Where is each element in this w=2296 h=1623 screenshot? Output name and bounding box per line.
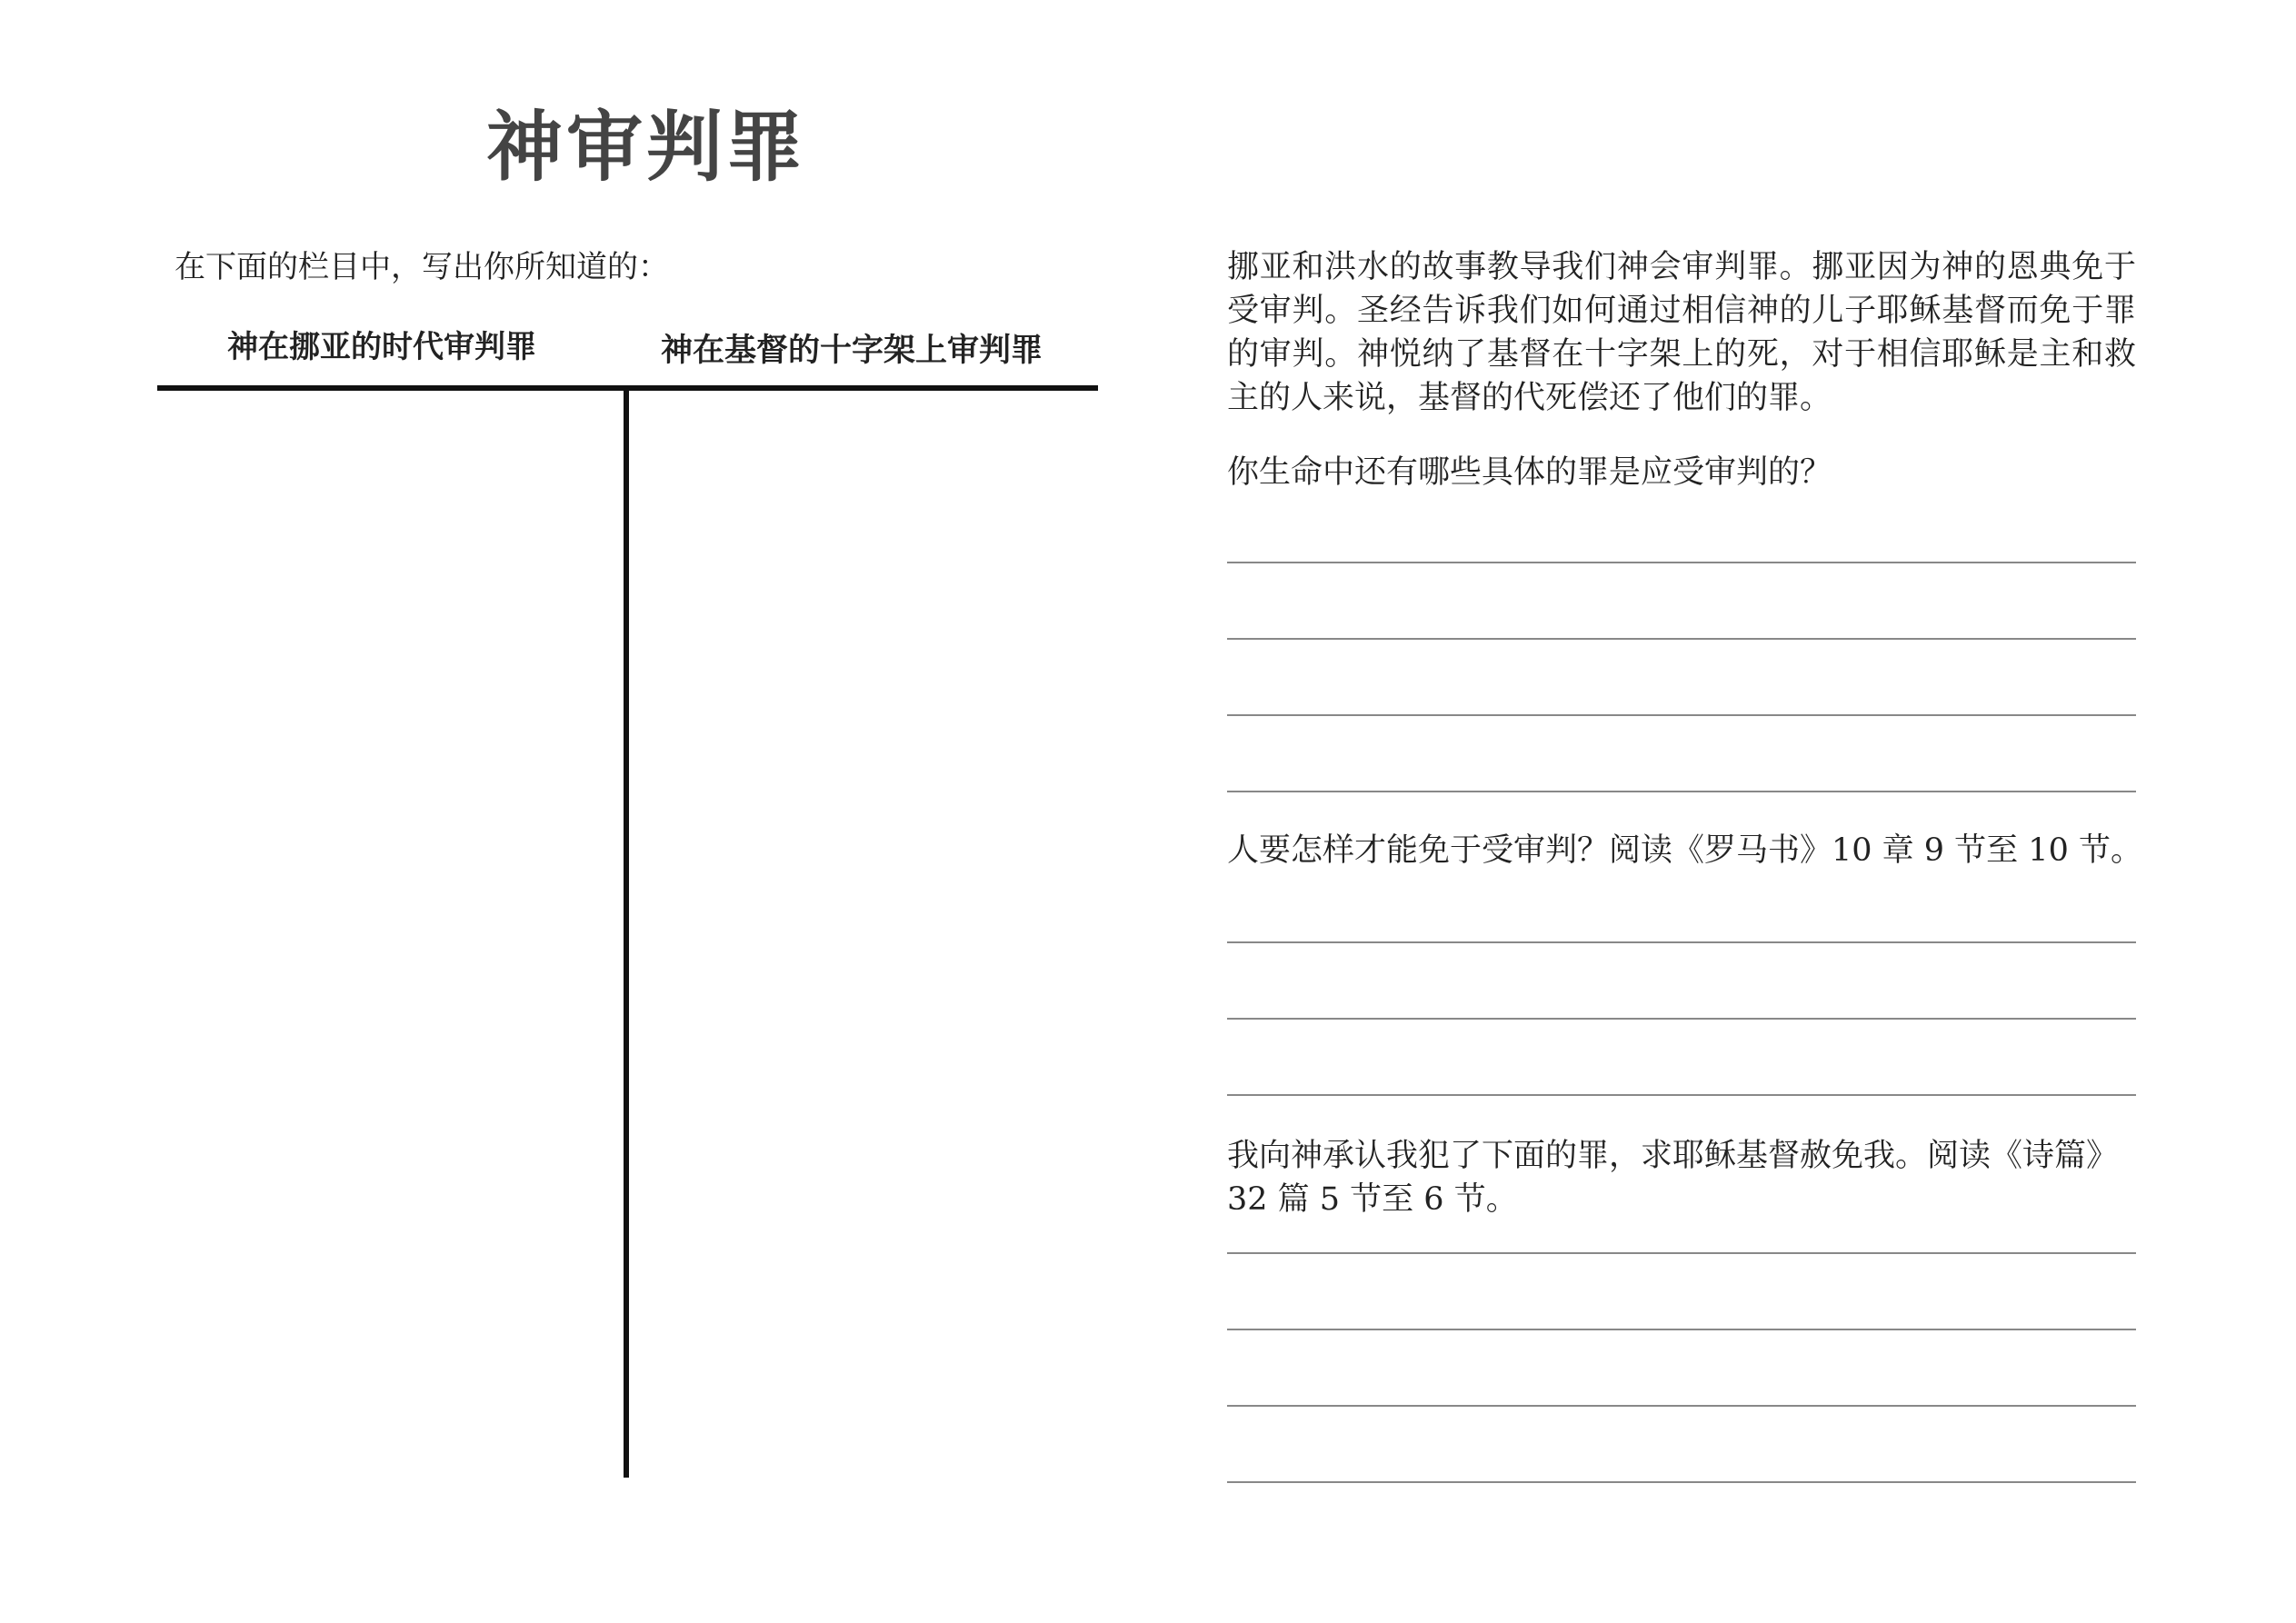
instruction-text: 在下面的栏目中，写出你所知道的： bbox=[175, 249, 669, 285]
page-title: 神审判罪 bbox=[486, 103, 807, 192]
answer-line[interactable] bbox=[1227, 1329, 2136, 1330]
question-escape-judgment: 人要怎样才能免于受审判？阅读《罗马书》10 章 9 节至 10 节。 bbox=[1227, 832, 2142, 869]
answer-line[interactable] bbox=[1227, 1018, 2136, 1020]
answer-line[interactable] bbox=[1227, 714, 2136, 716]
column-header-cross: 神在基督的十字架上审判罪 bbox=[661, 332, 1043, 369]
answer-line[interactable] bbox=[1227, 1481, 2136, 1483]
answer-line[interactable] bbox=[1227, 562, 2136, 563]
intro-paragraph: 挪亚和洪水的故事教导我们神会审判罪。挪亚因为神的恩典免于受审判。圣经告诉我们如何通过相信神的儿子耶稣基督而免于罪的审判。神悦纳了基督在十字架上的死，对于相信耶稣是主和救主的人来说，基督的代死偿还了他们的罪。 bbox=[1227, 249, 2136, 416]
answer-line[interactable] bbox=[1227, 638, 2136, 640]
confession-prompt: 我向神承认我犯了下面的罪，求耶稣基督赦免我。阅读《诗篇》32 篇 5 节至 6 节。 bbox=[1227, 1138, 2119, 1218]
answer-line[interactable] bbox=[1227, 1094, 2136, 1096]
answer-line[interactable] bbox=[1227, 1252, 2136, 1254]
answer-line[interactable] bbox=[1227, 791, 2136, 792]
question-specific-sins: 你生命中还有哪些具体的罪是应受审判的？ bbox=[1227, 454, 1832, 491]
answer-line[interactable] bbox=[1227, 941, 2136, 943]
answer-line[interactable] bbox=[1227, 1405, 2136, 1407]
t-chart-vertical-divider bbox=[624, 389, 629, 1478]
column-header-noah: 神在挪亚的时代审判罪 bbox=[227, 329, 536, 365]
